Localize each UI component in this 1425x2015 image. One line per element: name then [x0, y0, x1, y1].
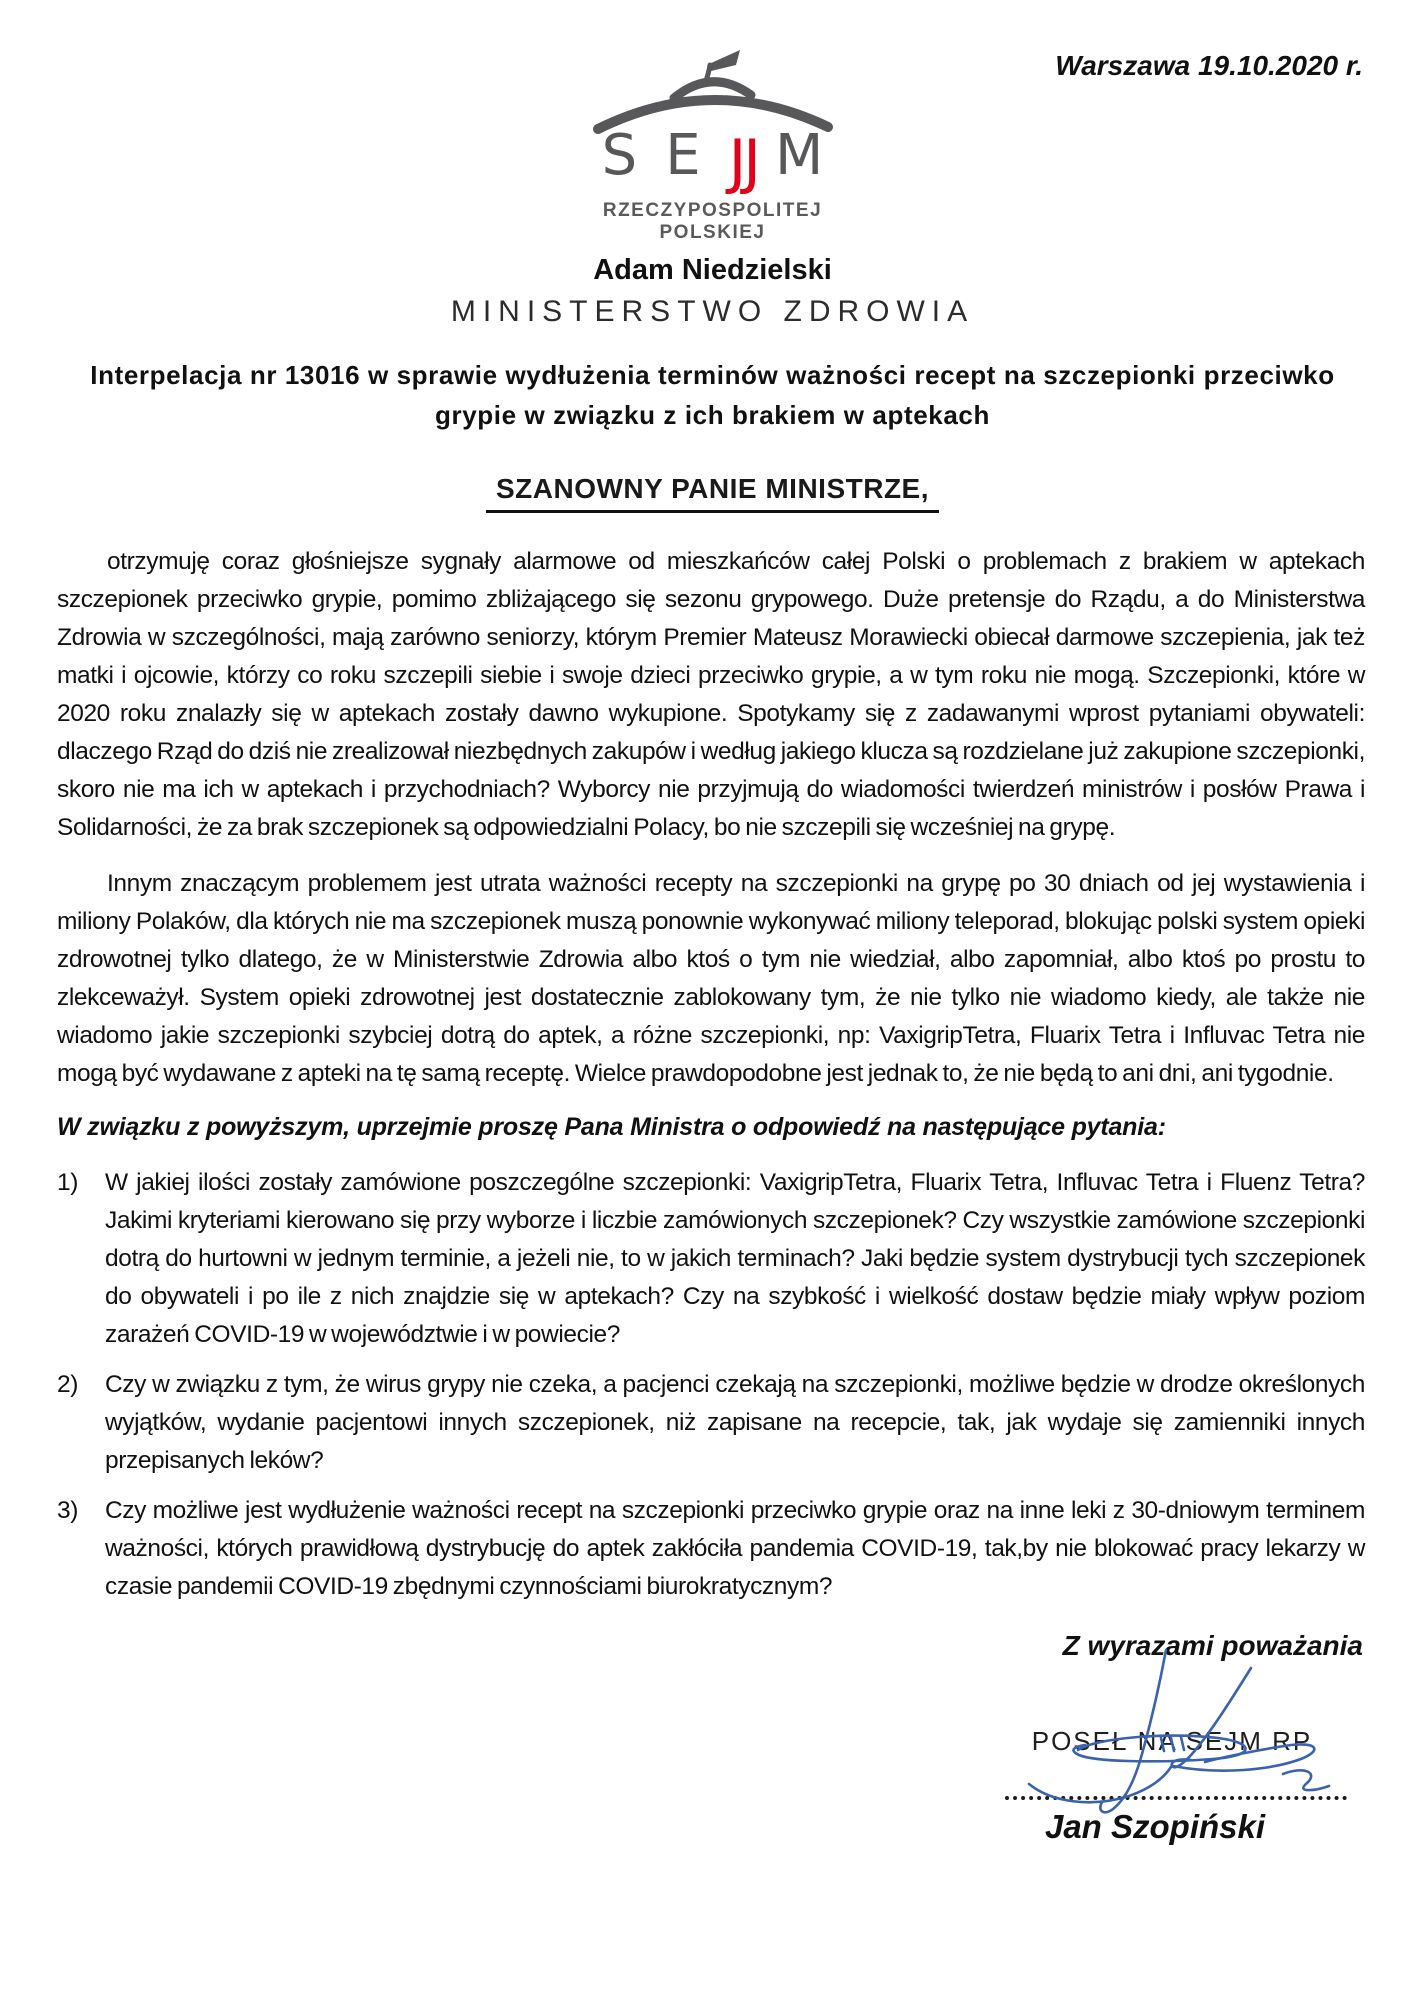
signer-title: POSEŁ NA SEJM RP [1031, 1726, 1313, 1756]
handwritten-signature [1015, 1646, 1355, 1846]
letter-body [57, 543, 1365, 1606]
question-text: Czy możliwe jest wydłużenie ważności recept na szczepionki przeciwko grypie oraz na inne leki z 30-dniowym terminem ważności, których prawidłową dystrybucję do aptek zakłóciła pandemia COVID-19, tak,by nie blokować pracy lekarzy w czasie pandemii COVID-19 zbędnymi czynnościami biurokratycznym? [105, 1497, 1365, 1600]
paragraph-2: Innym znaczącym problemem jest utrata ważności recepty na szczepionki na grypę po 30 dniach od jej wystawienia i miliony Polaków, dla których nie ma szczepionek muszą ponownie wykonywać miliony teleporad, blokując polski system opieki zdrowotnej tylko dlatego, że w Ministerstwie Zdrowia albo ktoś o tym nie wiedział, albo zapomniał, albo ktoś po prostu to zlekceważył. System opieki zdrowotnej jest dostatecznie zablokowany tym, że nie tylko nie wiadomo kiedy, ale także nie wiadomo jakie szczepionki szybciej dotrą do aptek, a różne szczepionki, np: VaxigripTetra, Fluarix Tetra i Influvac Tetra nie mogą być wydawane z apteki na tę samą receptę. Wielce prawdopodobne jest jednak to, że nie będą to ani dni, ani tygodnie. [57, 870, 1365, 1087]
sejm-wordmark [578, 123, 848, 197]
salutation: SZANOWNY PANIE MINISTRZE, [486, 473, 939, 513]
paragraph-1: otrzymuję coraz głośniejsze sygnały alarmowe od mieszkańców całej Polski o problemach z brakiem w aptekach szczepionek przeciwko grypie, pomimo zbliżającego się sezonu grypowego. Duże pretensje do Rządu, a do Ministerstwa Zdrowia w szczególności, mają zarówno seniorzy, którym Premier Mateusz Morawiecki obiecał darmowe szczepienia, jak też matki i ojcowie, którzy co roku szczepili siebie i swoje dzieci przeciwko grypie, a w tym roku nie mogą. Szczepionki, które w 2020 roku znalazły się w aptekach zostały dawno wykupione. Spotykamy się z zadawanymi wprost pytaniami obywateli: dlaczego Rząd do dziś nie zrealizował niezbędnych zakupów i według jakiego klucza są rozdzielane już zakupione szczepionki, skoro nie ma ich w aptekach i przychodniach? Wyborcy nie przyjmują do wiadomości twierdzeń ministrów i posłów Prawa i Solidarności, że za brak szczepionek są odpowiedzialni Polacy, bo nie szczepili się wcześniej na grypę. [57, 548, 1365, 841]
question-number: 1) [57, 1169, 78, 1196]
subject-line: Interpelacja nr 13016 w sprawie wydłużenia terminów ważności recept na szczepionki przeciwko grypie w związku z ich brakiem w aptekach [90, 360, 1335, 430]
sejm-dome-icon [588, 34, 838, 134]
question-text: Czy w związku z tym, że wirus grypy nie czeka, a pacjenci czekają na szczepionki, możliwe będzie w drodze określonych wyjątków, wydanie pacjentowi innych szczepionek, niż zapisane na recepcie, tak, jak wydaje się zamienniki innych przepisanych leków? [105, 1371, 1365, 1474]
recipient-block [0, 254, 1425, 329]
logo-subtitle: RZECZYPOSPOLITEJ POLSKIEJ [602, 200, 823, 243]
signer-name: Jan Szopiński [1044, 1808, 1266, 1845]
logo-letter-s: S [601, 123, 638, 188]
recipient-name: Adam Niedzielski [593, 254, 832, 286]
logo-letter-e: E [665, 123, 701, 188]
logo-letter-m: M [775, 123, 824, 188]
salutation-wrap [0, 473, 1425, 513]
question-number: 2) [57, 1371, 78, 1398]
request-line: W związku z powyższym, uprzejmie proszę Pana Ministra o odpowiedź na następujące pytania: [57, 1113, 1166, 1141]
recipient-institution: MINISTERSTWO ZDROWIA [450, 295, 975, 328]
question-text: W jakiej ilości zostały zamówione poszczególne szczepionki: VaxigripTetra, Fluarix Tetra, Influvac Tetra i Fluenz Tetra? Jakimi kryteriami kierowano się przy wyborze i liczbie zamówionych szczepionek? Czy wszystkie zamówione szczepionki dotrą do hurtowni w jednym terminie, a jeżeli nie, to w jakich terminach? Jaki będzie system dystrybucji tych szczepionek do obywateli i po ile z nich znajdzie się w aptekach? Czy na szybkość i wielkość dostaw będzie miały wpływ poziom zarażeń COVID-19 w województwie i w powiecie? [105, 1169, 1365, 1348]
signature-area [0, 1668, 1425, 1906]
valediction: Z wyrazami poważania [1062, 1630, 1363, 1661]
question-item-2 [57, 1366, 1365, 1480]
logo-letter-j2: J [743, 127, 761, 197]
question-item-1 [57, 1164, 1365, 1354]
flag-icon [709, 50, 740, 71]
document-header [0, 0, 1425, 243]
sejm-logo [578, 34, 848, 244]
questions-list [57, 1164, 1365, 1606]
question-item-3 [57, 1492, 1365, 1606]
date-line: Warszawa 19.10.2020 r. [1055, 50, 1363, 81]
logo-letter-j1: J [728, 127, 747, 197]
question-number: 3) [57, 1497, 78, 1524]
